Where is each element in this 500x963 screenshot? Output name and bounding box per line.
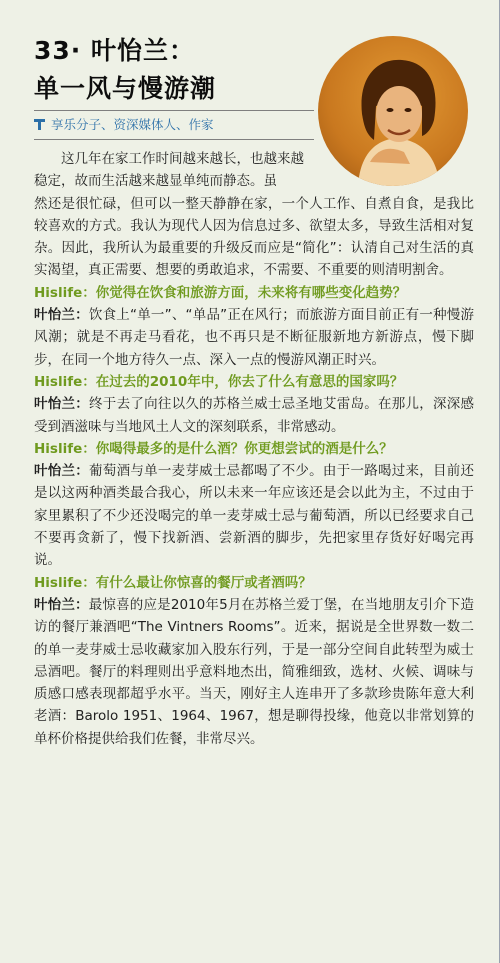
question-3: Hislife：你喝得最多的是什么酒？你更想尝试的酒是什么？ bbox=[34, 440, 393, 457]
answer-3 bbox=[34, 460, 474, 571]
role-marker-icon bbox=[34, 119, 45, 130]
author-role bbox=[34, 114, 214, 136]
question-4: Hislife：有什么最让你惊喜的餐厅或者酒吗？ bbox=[34, 574, 312, 591]
intro-line: 稳定，故而生活越来越显单纯而静态。虽 bbox=[34, 173, 277, 190]
answer-speaker: 叶怡兰： bbox=[34, 596, 89, 613]
answer-speaker: 叶怡兰： bbox=[34, 463, 90, 480]
author-role-text: 享乐分子、资深媒体人、作家 bbox=[51, 117, 214, 132]
role-divider bbox=[34, 139, 314, 140]
article-body bbox=[34, 148, 474, 750]
intro-line: 这几年在家工作时间越来越长，也越来越 bbox=[61, 151, 304, 167]
question-2: Hislife：在过去的2010年中，你去了什么有意思的国家吗？ bbox=[34, 373, 404, 390]
title-divider bbox=[34, 110, 314, 111]
answer-text: 最惊喜的应是2010年5月在苏格兰爱丁堡，在当地朋友引介下造访的餐厅兼酒吧“The Vintners Rooms”。近来，据说是全世界数一数二的单一麦芽威士忌收藏家加入股东行列，于是一部分空间自此转型为威士忌酒吧。餐厅的料理则出乎意料地杰出，简雅细致，选材、火候、调味与质感口感表现都超乎水平。当天，刚好主人连串开了多款珍贵陈年意大利老酒：Barolo 1951、1964、1967，想是聊得投缘，他竟以非常划算的单杯价格提供给我们佐餐，非常尽兴。 bbox=[34, 596, 475, 747]
article-title-line1: 33· 叶怡兰： bbox=[34, 36, 195, 65]
answer-text: 葡萄酒与单一麦芽威士忌都喝了不少。由于一路喝过来，目前还是以这两种酒类最合我心，所以未来一年应该还是会以此为主，不过由于家里累积了不少还没喝完的单一麦芽威士忌与葡萄酒，所以已经要求自己不要再贪新了，慢下找新酒、尝新酒的脚步，先把家里存货好好喝完再说。 bbox=[34, 463, 475, 569]
answer-4 bbox=[34, 594, 474, 750]
answer-speaker: 叶怡兰： bbox=[34, 396, 90, 413]
answer-text: 饮食上“单一”、“单品”正在风行；而旅游方面目前正有一种慢游风潮；就是不再走马看花，也不再只是不断征服新地方新游点，慢下脚步，在同一个地方待久一点、深入一点的慢游风潮正时兴。 bbox=[34, 307, 474, 368]
intro-text: 然还是很忙碌，但可以一整天静静在家，一个人工作、自煮自食，是我比较喜欢的方式。我认为现代人因为信息过多、欲望太多，导致生活相对复杂。因此，我所认为最重要的升级反而应是“简化”：认清自己对生活的真实渴望，真正需要、想要的勇敢追求，不需要、不重要的则清明割舍。 bbox=[34, 195, 474, 279]
answer-text: 终于去了向往以久的苏格兰威士忌圣地艾雷岛。在那儿，深深感受到酒滋味与当地风土人文的深刻联系，非常感动。 bbox=[34, 396, 475, 435]
intro-paragraph bbox=[34, 148, 474, 282]
answer-1 bbox=[34, 304, 474, 371]
answer-2 bbox=[34, 393, 474, 438]
question-1: Hislife：你觉得在饮食和旅游方面，未来将有哪些变化趋势？ bbox=[34, 284, 407, 301]
answer-speaker: 叶怡兰： bbox=[34, 307, 89, 324]
article-title-line2: 单一风与慢游潮 bbox=[34, 74, 217, 103]
